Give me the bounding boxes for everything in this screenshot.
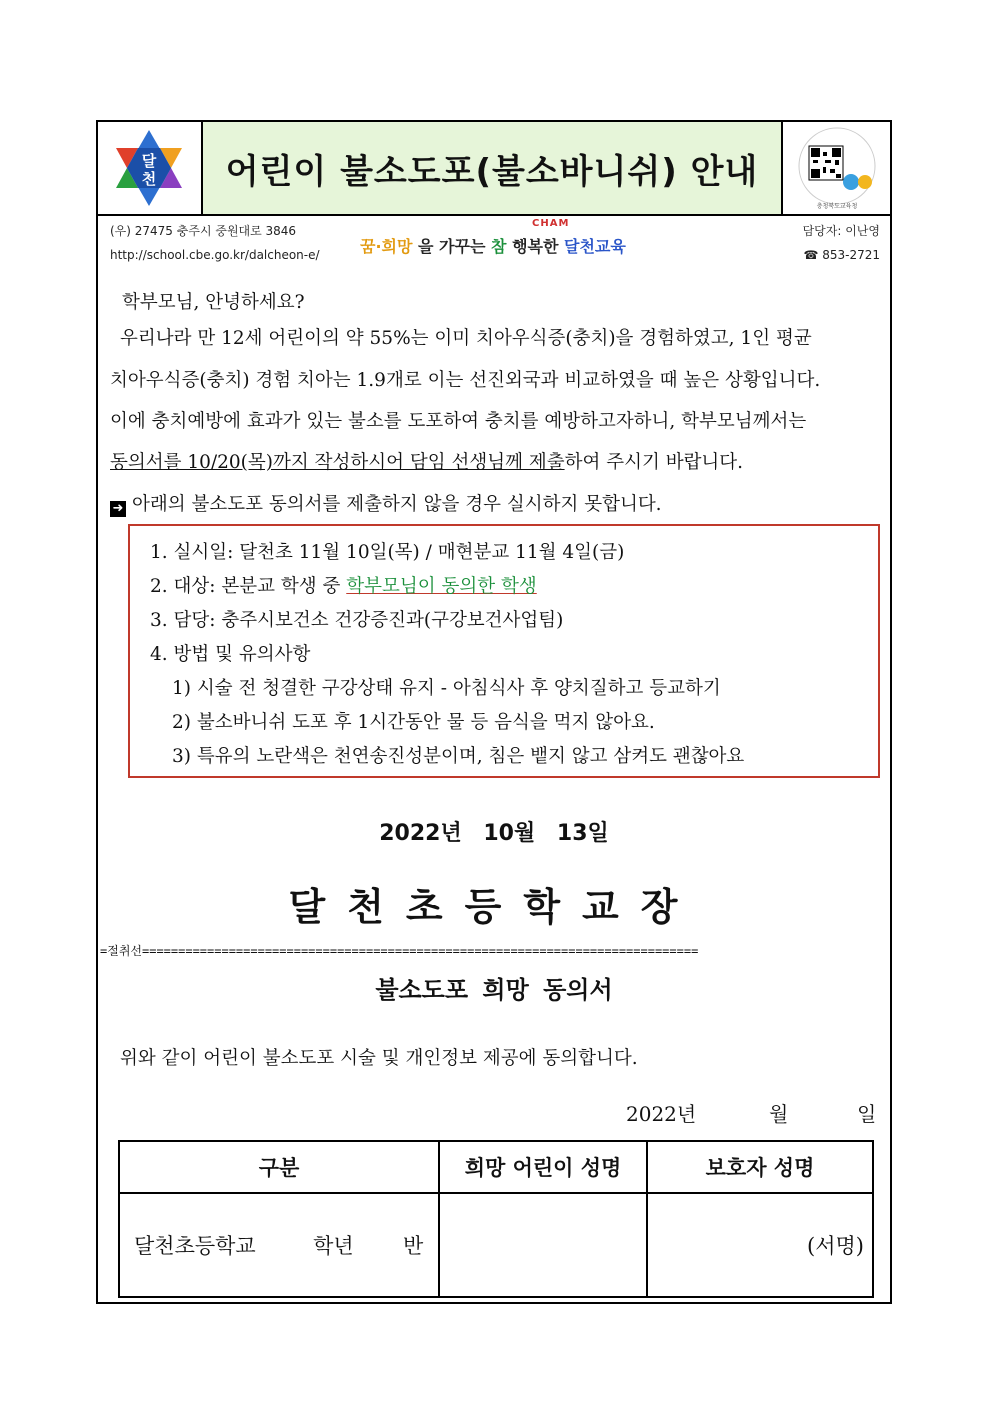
details-box xyxy=(128,524,880,778)
emblem-text-top: 달 xyxy=(141,152,157,170)
principal-name: 달천초등학교장 xyxy=(288,884,700,929)
school-logo-cell xyxy=(98,122,203,214)
col-category: 구분 xyxy=(119,1141,439,1193)
document-frame xyxy=(96,120,892,1304)
detail-sub-3: 3) 특유의 노란색은 천연송진성분이며, 침은 뱉지 않고 삼켜도 괜찮아요 xyxy=(172,746,745,767)
consent-statement: 위와 같이 어린이 불소도포 시술 및 개인정보 제공에 동의합니다. xyxy=(120,1048,638,1069)
slogan-part2: 을 가꾸는 xyxy=(418,237,486,256)
school-slogan xyxy=(360,218,626,257)
school-emblem-icon xyxy=(98,122,201,214)
signature-label: (서명) xyxy=(807,1234,864,1258)
guardian-name-cell[interactable] xyxy=(647,1193,873,1297)
school-label: 달천초등학교 xyxy=(134,1234,256,1258)
page-title: 어린이 불소도포(불소바니쉬) 안내 xyxy=(225,151,759,192)
consent-table xyxy=(118,1140,874,1298)
grade-label: 학년 xyxy=(313,1234,354,1258)
detail-date: 1. 실시일: 달천초 11월 10일(목) / 매현분교 11월 4일(금) xyxy=(150,542,625,563)
class-label: 반 xyxy=(403,1234,424,1258)
arrow-right-icon: ➜ xyxy=(110,501,126,517)
col-child-name: 희망 어린이 성명 xyxy=(439,1141,647,1193)
office-of-education-logo-icon xyxy=(783,122,890,214)
deadline-underlined: 동의서를 10/20(목)까지 작성하시어 담임 선생님께 제출 xyxy=(110,452,565,473)
notice-text: 아래의 불소도포 동의서를 제출하지 않을 경우 실시하지 못합니다. xyxy=(132,494,662,515)
letter-date: 2022년 10월 13일 xyxy=(379,821,609,846)
qr-caption: 충청북도교육청 xyxy=(816,203,858,210)
detail-sub-1: 1) 시술 전 청결한 구강상태 유지 - 아침식사 후 양치질하고 등교하기 xyxy=(172,678,721,699)
slogan-part5: 달천교육 xyxy=(564,237,626,256)
letter-line-3: 이에 충치예방에 효과가 있는 불소를 도포하여 충치를 예방하고자하니, 학부모님께서는 xyxy=(110,411,807,432)
contact-person: 담당자: 이난영 xyxy=(802,224,880,238)
detail-in-charge: 3. 담당: 충주시보건소 건강증진과(구강보건사업팀) xyxy=(150,610,564,631)
letter-line-4-rest: 하여 주시기 바랍니다. xyxy=(564,452,744,473)
consent-date-month[interactable]: 월 xyxy=(768,1102,789,1126)
consent-date-day[interactable]: 일 xyxy=(856,1102,877,1126)
col-guardian-name: 보호자 성명 xyxy=(647,1141,873,1193)
detail-method: 4. 방법 및 유의사항 xyxy=(150,644,311,665)
emblem-text-bottom: 천 xyxy=(141,170,157,188)
detail-sub-2: 2) 불소바니쉬 도포 후 1시간동안 물 등 음식을 먹지 않아요. xyxy=(172,712,655,733)
contact-phone: ☎ 853-2721 xyxy=(803,248,880,262)
consent-date xyxy=(626,1098,876,1127)
school-url: http://school.cbe.go.kr/dalcheon-e/ xyxy=(110,248,320,262)
slogan-part1: 꿈·희망 xyxy=(360,237,413,256)
qr-cell xyxy=(783,122,890,214)
letter-line-1: 우리나라 만 12세 어린이의 약 55%는 이미 치아우식증(충치)을 경험하였고, 1인 평균 xyxy=(120,328,812,349)
consent-title: 불소도포 희망 동의서 xyxy=(375,976,613,1004)
child-name-cell[interactable] xyxy=(439,1193,647,1297)
slogan-part4: 행복한 xyxy=(512,237,559,256)
school-address: (우) 27475 충주시 중원대로 3846 xyxy=(110,224,297,238)
greeting: 학부모님, 안녕하세요? xyxy=(122,292,305,313)
detail-target-prefix: 2. 대상: 본분교 학생 중 xyxy=(150,576,347,597)
slogan-cham: CHAM xyxy=(532,218,570,229)
category-cell[interactable] xyxy=(119,1193,439,1297)
detail-target xyxy=(150,572,537,598)
cut-line: =절취선============================================================================= xyxy=(100,944,699,958)
letter-line-4 xyxy=(110,448,743,474)
detail-target-highlight: 학부모님이 동의한 학생 xyxy=(346,576,537,597)
title-cell xyxy=(203,122,783,214)
consent-date-year: 2022년 xyxy=(626,1102,697,1126)
slogan-part3: 참 xyxy=(491,237,507,256)
submission-notice xyxy=(110,490,662,517)
letter-line-2: 치아우식증(충치) 경험 치아는 1.9개로 이는 선진외국과 비교하였을 때 높은 상황입니다. xyxy=(110,370,821,391)
header xyxy=(98,122,890,216)
